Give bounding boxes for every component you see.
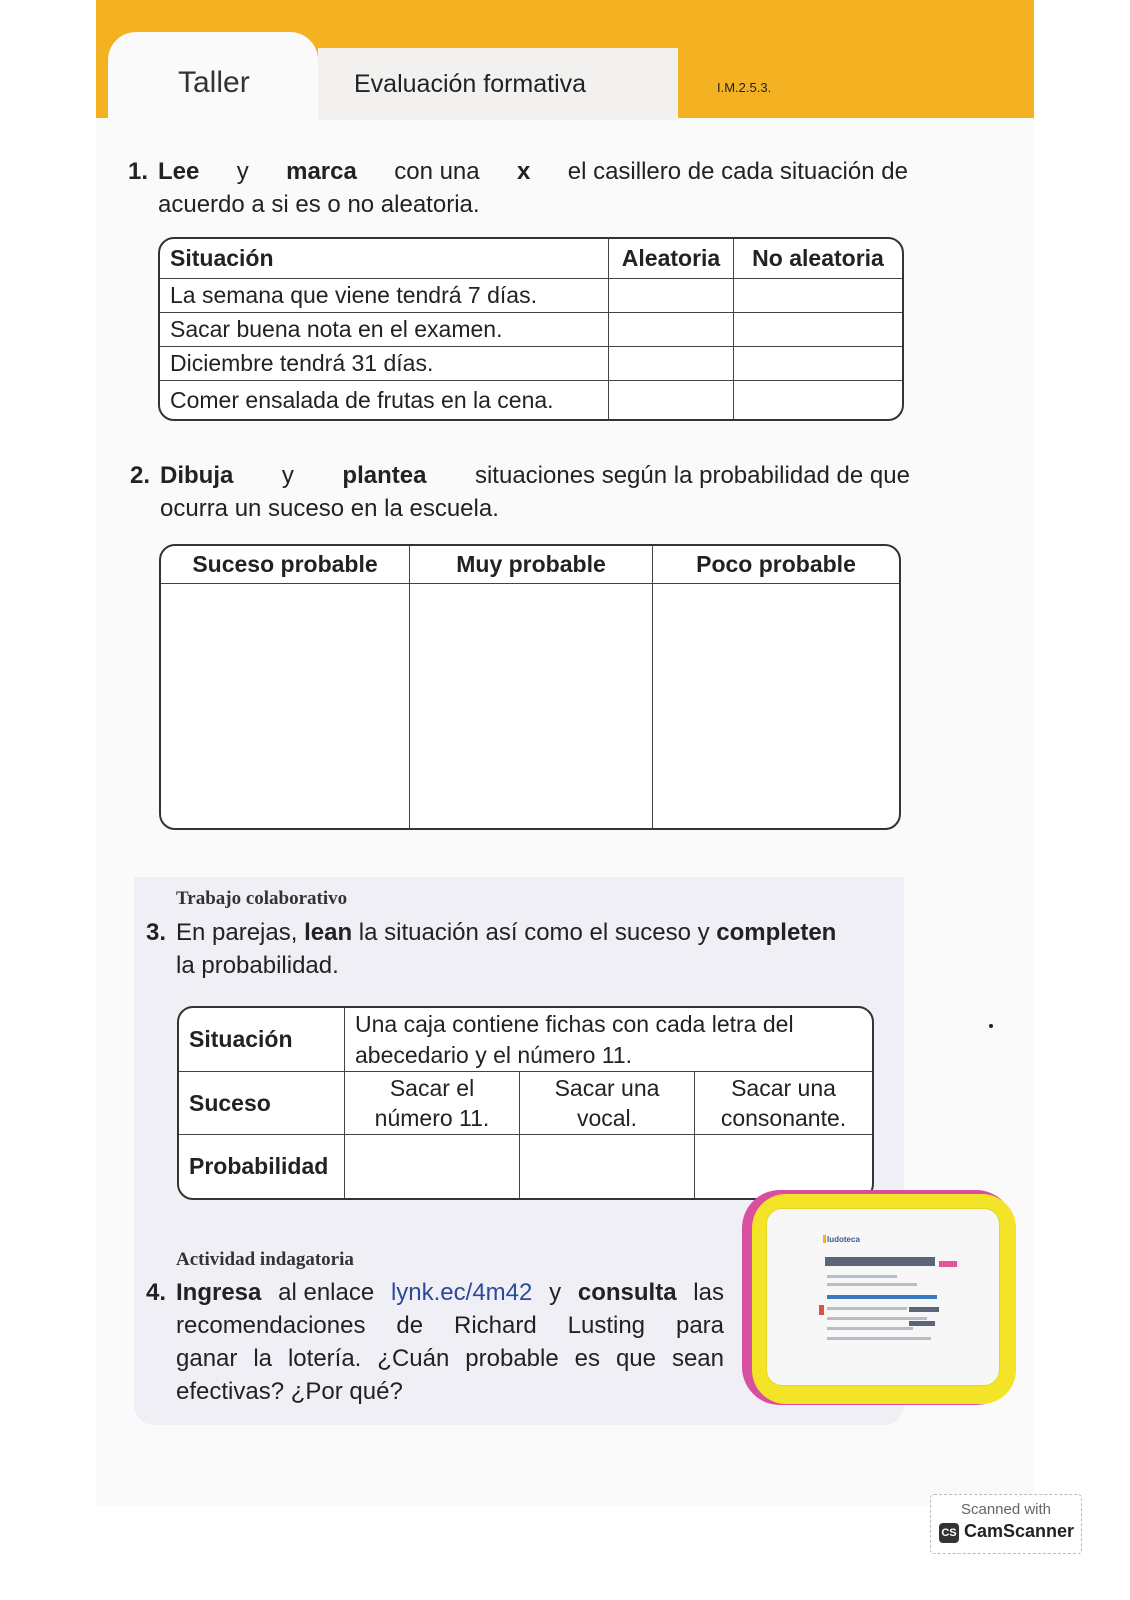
q3-verb-completen: completen bbox=[716, 919, 837, 946]
suceso-line-1: Sacar el bbox=[389, 1075, 475, 1101]
section-actividad-indagatoria: Actividad indagatoria bbox=[176, 1249, 354, 1270]
situation-cell: La semana que viene tendrá 7 días. bbox=[160, 279, 609, 313]
question-1 bbox=[128, 155, 908, 221]
tablet-text-line bbox=[827, 1275, 897, 1278]
q1-verb-marca: marca bbox=[286, 158, 357, 185]
question-3-number: 3. bbox=[146, 919, 167, 946]
situation-cell: Diciembre tendrá 31 días. bbox=[160, 347, 609, 381]
question-1-number: 1. bbox=[128, 158, 149, 185]
q4-text-b: las bbox=[693, 1279, 724, 1306]
no-aleatoria-checkbox-cell[interactable] bbox=[734, 279, 902, 313]
tablet-link-line bbox=[827, 1295, 937, 1299]
tablet-screen bbox=[766, 1208, 1000, 1386]
probabilidad-answer-cell[interactable] bbox=[520, 1135, 695, 1198]
drawing-cell-muy-probable[interactable] bbox=[410, 584, 653, 828]
tablet-accent bbox=[939, 1261, 957, 1267]
q2-conj: y bbox=[281, 462, 294, 489]
suceso-line-2: consonante. bbox=[720, 1105, 847, 1131]
q2-verb-plantea: plantea bbox=[342, 462, 427, 489]
tablet-logo-mark bbox=[823, 1235, 826, 1243]
watermark-scanned-with: Scanned with bbox=[960, 1501, 1052, 1518]
tablet-image-strip bbox=[825, 1257, 935, 1266]
header-no-aleatoria: No aleatoria bbox=[734, 239, 902, 279]
tablet-sidebar-block bbox=[909, 1307, 939, 1312]
q3-text-a: En parejas, bbox=[176, 919, 298, 946]
q4-verb-consulta: consulta bbox=[577, 1279, 677, 1306]
table-row-situacion bbox=[179, 1008, 872, 1072]
question-2 bbox=[130, 459, 910, 525]
q4-link[interactable]: lynk.ec/4m42 bbox=[390, 1279, 533, 1306]
section-trabajo-colaborativo: Trabajo colaborativo bbox=[176, 888, 348, 909]
no-aleatoria-checkbox-cell[interactable] bbox=[734, 347, 902, 381]
tablet-text-line bbox=[827, 1317, 927, 1320]
label-probabilidad: Probabilidad bbox=[179, 1135, 345, 1198]
probabilidad-answer-cell[interactable] bbox=[695, 1135, 872, 1198]
suceso-cell bbox=[345, 1072, 520, 1135]
aleatoria-checkbox-cell[interactable] bbox=[609, 347, 734, 381]
question-3 bbox=[146, 916, 876, 982]
drawing-cell-poco-probable[interactable] bbox=[653, 584, 899, 828]
suceso-cell bbox=[520, 1072, 695, 1135]
table-header-row bbox=[161, 546, 899, 584]
suceso-line-1: Sacar una bbox=[731, 1075, 836, 1101]
table-probabilidad bbox=[177, 1006, 874, 1200]
table-row bbox=[160, 347, 902, 381]
situacion-description bbox=[345, 1008, 872, 1072]
q2-verb-dibuja: Dibuja bbox=[160, 462, 234, 489]
table-suceso-probable bbox=[159, 544, 901, 830]
suceso-line-2: vocal. bbox=[576, 1105, 638, 1131]
header-aleatoria: Aleatoria bbox=[609, 239, 734, 279]
tablet-site-title: ludoteca bbox=[827, 1235, 860, 1244]
table-row-probabilidad bbox=[179, 1135, 872, 1198]
suceso-line-2: número 11. bbox=[374, 1105, 490, 1131]
question-1-line-1 bbox=[158, 155, 908, 188]
situacion-line-2: abecedario y el número 11. bbox=[355, 1041, 633, 1068]
tablet-side-icon bbox=[819, 1305, 824, 1315]
question-4-line-1 bbox=[176, 1276, 724, 1309]
question-4-line-2: recomendaciones de Richard Lusting para bbox=[176, 1312, 724, 1339]
aleatoria-checkbox-cell[interactable] bbox=[609, 313, 734, 347]
tablet-text-line bbox=[827, 1327, 913, 1330]
question-2-line-2: ocurra un suceso en la escuela. bbox=[160, 495, 499, 522]
q1-verb-lee: Lee bbox=[158, 158, 200, 185]
label-situacion: Situación bbox=[179, 1008, 345, 1072]
question-1-line-2: acuerdo a si es o no aleatoria. bbox=[158, 191, 480, 218]
tab-taller bbox=[108, 32, 318, 122]
tab-taller-label: Taller bbox=[178, 66, 250, 99]
question-4 bbox=[146, 1276, 724, 1408]
q1-conj: y bbox=[236, 158, 249, 185]
q3-verb-lean: lean bbox=[304, 919, 353, 946]
header-suceso-probable: Suceso probable bbox=[161, 546, 410, 584]
situation-cell: Sacar buena nota en el examen. bbox=[160, 313, 609, 347]
suceso-line-1: Sacar una bbox=[554, 1075, 660, 1101]
q1-text-a: con una bbox=[394, 158, 480, 185]
header-muy-probable: Muy probable bbox=[410, 546, 653, 584]
camscanner-watermark bbox=[930, 1494, 1082, 1554]
suceso-cell bbox=[695, 1072, 872, 1135]
q4-conj: y bbox=[549, 1279, 562, 1306]
situation-cell: Comer ensalada de frutas en la cena. bbox=[160, 381, 609, 419]
question-3-line-1 bbox=[176, 916, 876, 949]
q4-text-a: al enlace bbox=[278, 1279, 375, 1306]
q1-mark: x bbox=[517, 158, 531, 185]
tablet-sidebar-block bbox=[909, 1321, 935, 1326]
aleatoria-checkbox-cell[interactable] bbox=[609, 381, 734, 419]
camscanner-logo-icon: CS bbox=[939, 1523, 959, 1543]
question-2-number: 2. bbox=[130, 462, 151, 489]
question-2-line-1 bbox=[160, 459, 910, 492]
tab-evaluacion bbox=[318, 48, 678, 120]
label-suceso: Suceso bbox=[179, 1072, 345, 1135]
header-poco-probable: Poco probable bbox=[653, 546, 899, 584]
table-situacion-aleatoria bbox=[158, 237, 904, 421]
table-row bbox=[160, 279, 902, 313]
header-situacion: Situación bbox=[160, 239, 609, 279]
probabilidad-answer-cell[interactable] bbox=[345, 1135, 520, 1198]
table-row-suceso bbox=[179, 1072, 872, 1135]
q2-text-a: situaciones según la probabilidad de que bbox=[474, 462, 910, 489]
table-row bbox=[160, 313, 902, 347]
question-3-line-2: la probabilidad. bbox=[176, 952, 339, 979]
table-row bbox=[161, 584, 899, 828]
situacion-line-1: Una caja contiene fichas con cada letra del bbox=[355, 1010, 794, 1037]
drawing-cell-suceso-probable[interactable] bbox=[161, 584, 410, 828]
question-4-line-4: efectivas? ¿Por qué? bbox=[176, 1378, 403, 1405]
question-4-number: 4. bbox=[146, 1279, 167, 1306]
no-aleatoria-checkbox-cell[interactable] bbox=[734, 381, 902, 419]
aleatoria-checkbox-cell[interactable] bbox=[609, 279, 734, 313]
tablet-text-line bbox=[827, 1283, 917, 1286]
tab-evaluacion-label: Evaluación formativa bbox=[354, 70, 587, 98]
q4-verb-ingresa: Ingresa bbox=[176, 1279, 262, 1306]
curriculum-code: I.M.2.5.3. bbox=[717, 80, 772, 95]
tablet-text-line bbox=[827, 1337, 931, 1340]
table-header-row bbox=[160, 239, 902, 279]
stray-dot bbox=[989, 1024, 993, 1028]
q1-text-b: el casillero de cada situación de bbox=[567, 158, 908, 185]
question-4-line-3: ganar la lotería. ¿Cuán probable es que sean bbox=[176, 1345, 724, 1372]
table-row bbox=[160, 381, 902, 419]
tablet-text-line bbox=[827, 1307, 907, 1310]
watermark-camscanner: CamScanner bbox=[964, 1521, 1075, 1541]
q3-text-b: la situación así como el suceso y bbox=[358, 919, 710, 946]
no-aleatoria-checkbox-cell[interactable] bbox=[734, 313, 902, 347]
